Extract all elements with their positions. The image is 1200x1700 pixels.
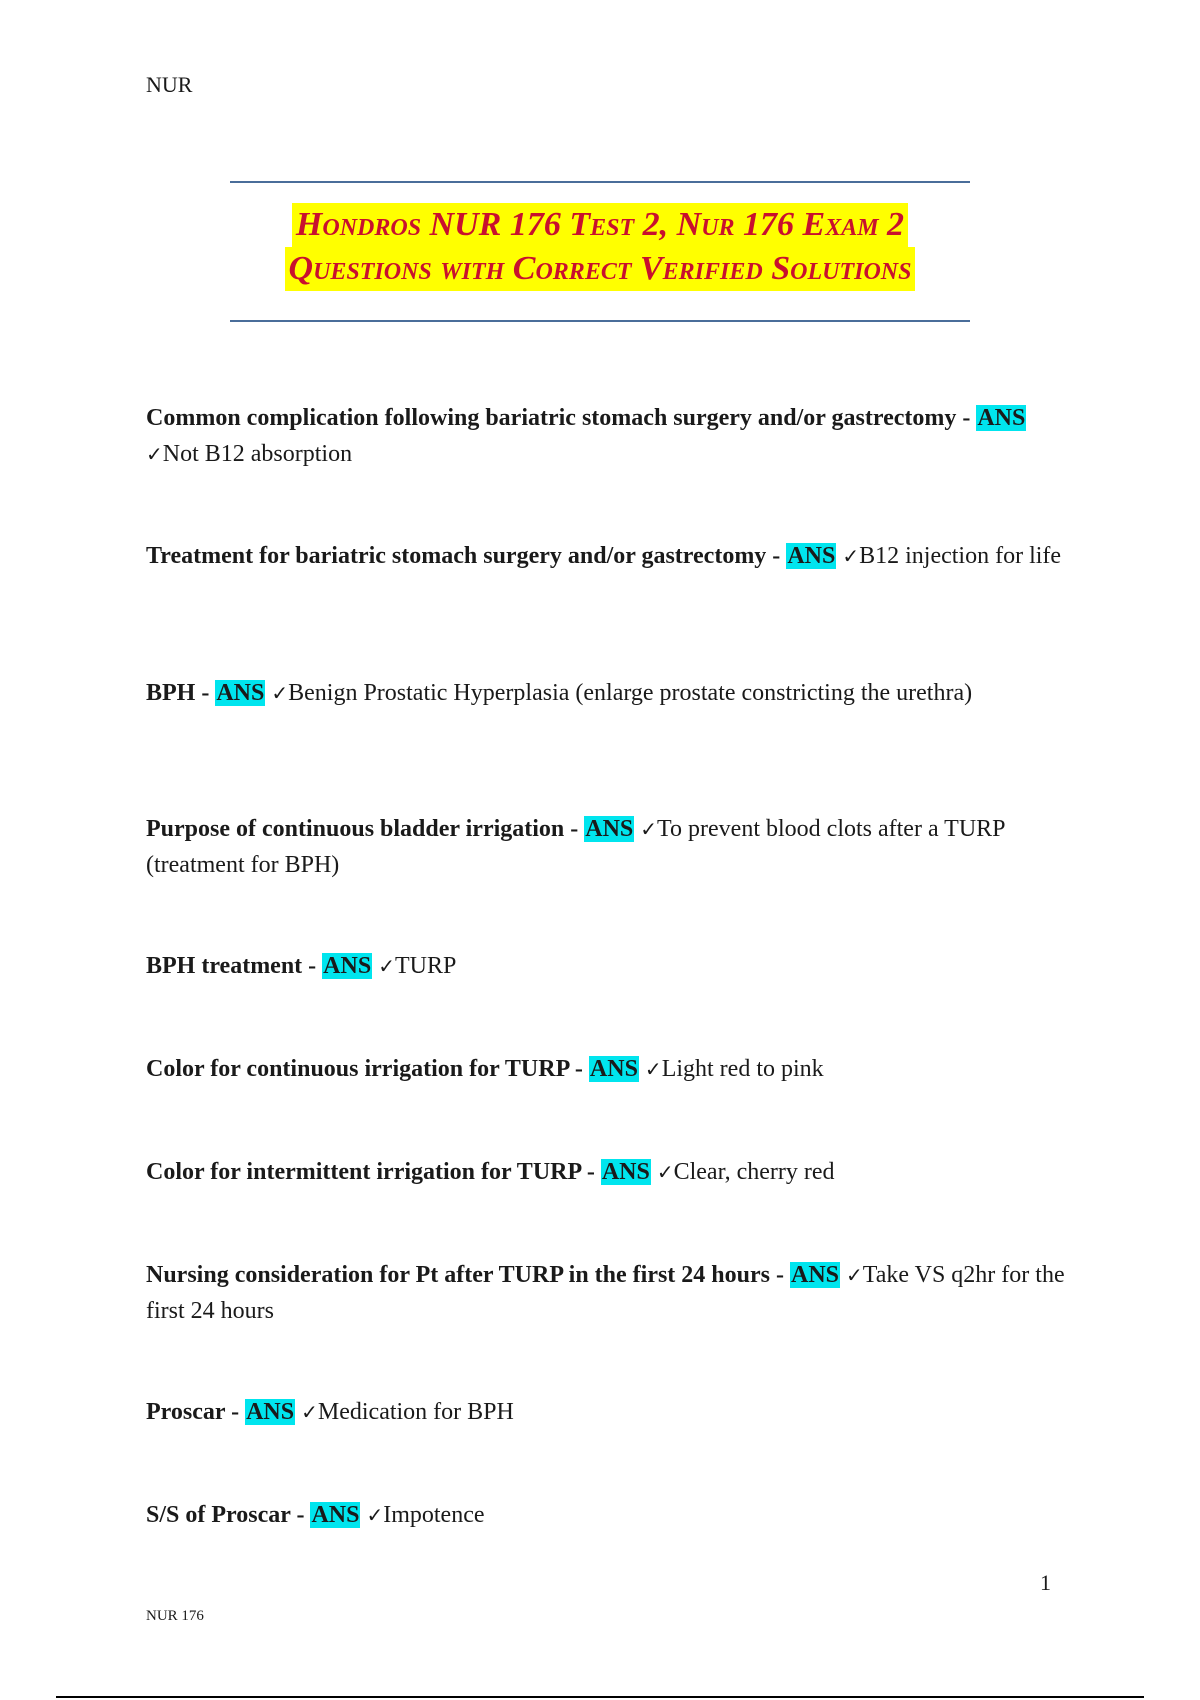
- ans-label: ANS: [787, 543, 836, 569]
- qa-item: [146, 1051, 1066, 1087]
- ans-label: ANS: [977, 405, 1026, 431]
- ans-label: ANS: [601, 1159, 650, 1185]
- ans-label: ANS: [311, 1502, 360, 1528]
- check-mark-icon: ✓: [366, 1503, 384, 1527]
- ans-label: ANS: [323, 953, 372, 979]
- question-text: BPH -: [146, 680, 210, 706]
- answer-text: Clear, cherry red: [673, 1159, 835, 1185]
- question-text: Proscar -: [146, 1399, 240, 1425]
- qa-item: [146, 400, 1066, 472]
- document-title-line-1: Hondros NUR 176 Test 2, Nur 176 Exam 2: [292, 203, 908, 247]
- question-text: Common complication following bariatric stomach surgery and/or gastrectomy -: [146, 405, 971, 431]
- answer-text: Impotence: [383, 1502, 485, 1528]
- answer-text: Light red to pink: [661, 1056, 824, 1082]
- answer-text: To prevent blood clots after a TURP (treatment for BPH): [146, 816, 1005, 878]
- ans-label: ANS: [216, 680, 265, 706]
- check-mark-icon: ✓: [146, 442, 163, 466]
- question-text: Purpose of continuous bladder irrigation -: [146, 816, 579, 842]
- check-mark-icon: ✓: [846, 1263, 863, 1287]
- question-text: Color for intermittent irrigation for TURP -: [146, 1159, 595, 1185]
- qa-item: [146, 1497, 1066, 1533]
- ans-label: ANS: [790, 1262, 839, 1288]
- qa-item: [146, 1394, 1066, 1430]
- qa-item: [146, 1154, 1066, 1190]
- qa-item: [146, 948, 1066, 984]
- check-mark-icon: ✓: [644, 1057, 662, 1081]
- question-text: Treatment for bariatric stomach surgery and/or gastrectomy -: [146, 543, 781, 569]
- page-number: 1: [1040, 1570, 1051, 1595]
- answer-text: Medication for BPH: [317, 1399, 514, 1425]
- answer-text: Take VS q2hr for the first 24 hours: [146, 1262, 1065, 1324]
- check-mark-icon: ✓: [842, 544, 860, 568]
- document-title-block: [230, 181, 970, 322]
- check-mark-icon: ✓: [640, 817, 658, 841]
- check-mark-icon: ✓: [271, 681, 289, 705]
- qa-item: [146, 1257, 1066, 1329]
- question-text: BPH treatment -: [146, 953, 317, 979]
- answer-text: Not B12 absorption: [162, 441, 353, 467]
- check-mark-icon: ✓: [301, 1400, 318, 1424]
- qa-item: [146, 538, 1066, 574]
- check-mark-icon: ✓: [656, 1160, 674, 1184]
- question-text: S/S of Proscar -: [146, 1502, 305, 1528]
- check-mark-icon: ✓: [378, 954, 395, 978]
- page-footer: NUR 176: [146, 1608, 204, 1624]
- footer-divider: [56, 1696, 1144, 1698]
- qa-item: [146, 811, 1066, 883]
- page-header: NUR: [146, 72, 193, 97]
- question-text: Color for continuous irrigation for TURP -: [146, 1056, 583, 1082]
- answer-text: TURP: [394, 953, 457, 979]
- ans-label: ANS: [585, 816, 634, 842]
- ans-label: ANS: [246, 1399, 295, 1425]
- qa-item: [146, 675, 1066, 711]
- answer-text: Benign Prostatic Hyperplasia (enlarge prostate constricting the urethra): [288, 680, 973, 706]
- document-title-line-2: Questions with Correct Verified Solutions: [285, 247, 916, 291]
- question-text: Nursing consideration for Pt after TURP in the first 24 hours -: [146, 1262, 784, 1288]
- ans-label: ANS: [589, 1056, 638, 1082]
- answer-text: B12 injection for life: [859, 543, 1062, 569]
